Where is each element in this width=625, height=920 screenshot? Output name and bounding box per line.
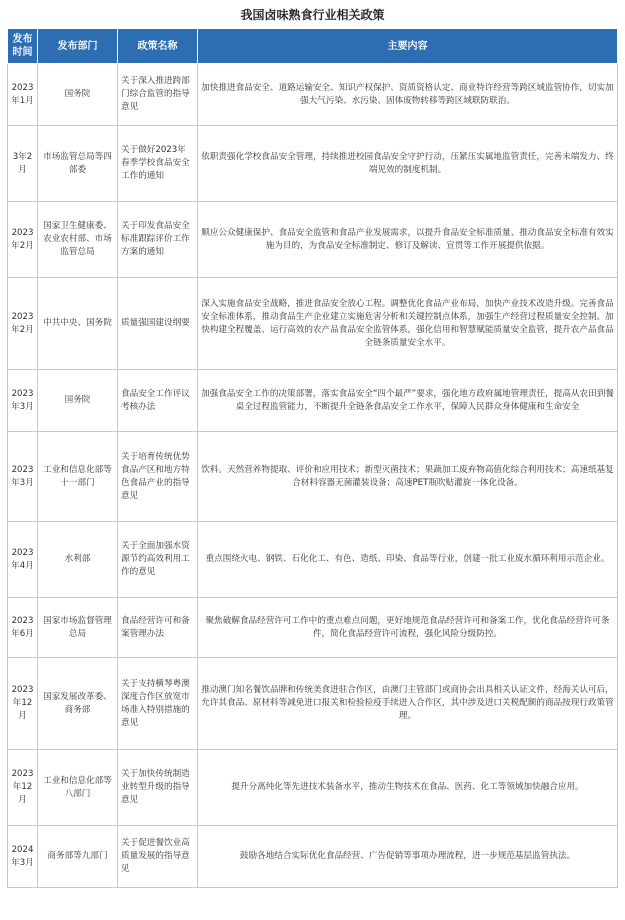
cell-time: 3年2月 (8, 126, 38, 202)
cell-content: 加强食品安全工作的决策部署，落实食品安全“四个最严”要求，强化地方政府属地管理责任，提高从农田到餐桌全过程监管能力，不断提升全链条食品安全工作水平，保障人民群众身体健康和生命安全 (198, 370, 618, 432)
cell-dept: 水利部 (38, 522, 118, 598)
cell-dept: 国务院 (38, 370, 118, 432)
table-header-row (8, 29, 618, 64)
cell-time: 2023年1月 (8, 64, 38, 126)
cell-content: 依职责强化学校食品安全管理，持续推进校园食品安全守护行动，压紧压实属地监管责任，完善未端发力、终端见效的制度机制。 (198, 126, 618, 202)
header-name: 政策名称 (118, 29, 198, 64)
cell-content: 推动澳门知名餐饮品牌和传统美食进驻合作区，由澳门主管部门或商协会出具相关认证文件，经海关认可后，允许其食品、原材料等减免进口报关和检验检疫手续进入合作区，其中涉及进口关税配额的商品按现行政策管理。 (198, 658, 618, 750)
cell-time: 2023年3月 (8, 432, 38, 522)
cell-time: 2023年2月 (8, 278, 38, 370)
table-row (8, 598, 618, 658)
cell-policy-name: 食品安全工作评议考核办法 (118, 370, 198, 432)
cell-dept: 商务部等九部门 (38, 826, 118, 888)
cell-policy-name: 食品经营许可和备案管理办法 (118, 598, 198, 658)
cell-dept: 市场监管总局等四部委 (38, 126, 118, 202)
cell-content: 顺应公众健康保护、食品安全监管和食品产业发展需求，以提升食品安全标准质量、推动食品安全标准有效实施为目的，为食品安全标准制定、修订及解读、宣贯等工作开展提供依据。 (198, 202, 618, 278)
cell-dept: 国家市场监督管理总局 (38, 598, 118, 658)
cell-policy-name: 关于促进餐饮业高质量发展的指导意见 (118, 826, 198, 888)
cell-policy-name: 关于深入推进跨部门综合监管的指导意见 (118, 64, 198, 126)
cell-time: 2024年3月 (8, 826, 38, 888)
cell-time: 2023年3月 (8, 370, 38, 432)
header-content: 主要内容 (198, 29, 618, 64)
table-row (8, 202, 618, 278)
cell-policy-name: 关于做好2023年春季学校食品安全工作的通知 (118, 126, 198, 202)
cell-time: 2023年6月 (8, 598, 38, 658)
table-row (8, 370, 618, 432)
cell-time: 2023年12月 (8, 658, 38, 750)
cell-content: 重点围绕火电、钢铁、石化化工、有色、造纸、印染、食品等行业，创建一批工业废水循环利用示范企业。 (198, 522, 618, 598)
table-row (8, 750, 618, 826)
cell-policy-name: 质量强国建设纲要 (118, 278, 198, 370)
cell-content: 加快推进食品安全、道路运输安全、知识产权保护、资质资格认定、商业特许经营等跨区域监管协作，切实加强大气污染、水污染、固体废物转移等跨区域联防联治。 (198, 64, 618, 126)
page-title: 我国卤味熟食行业相关政策 (240, 8, 385, 22)
table-row (8, 64, 618, 126)
cell-content: 提升分离纯化等先进技术装备水平，推动生物技术在食品、医药、化工等领域加快融合应用。 (198, 750, 618, 826)
header-dept: 发布部门 (38, 29, 118, 64)
cell-dept: 工业和信息化部等八部门 (38, 750, 118, 826)
cell-content: 鼓励各地结合实际优化食品经营、广告促销等事项办理流程，进一步规范基层监管执法。 (198, 826, 618, 888)
table-row (8, 522, 618, 598)
cell-content: 聚焦破解食品经营许可工作中的重点难点问题，更好地规范食品经营许可和备案工作，优化食品经营许可条件，简化食品经营许可流程，强化风险分级防控。 (198, 598, 618, 658)
cell-policy-name: 关于印发食品安全标准跟踪评价工作方案的通知 (118, 202, 198, 278)
table-row (8, 432, 618, 522)
cell-policy-name: 关于加快传统制造业转型升级的指导意见 (118, 750, 198, 826)
cell-time: 2023年4月 (8, 522, 38, 598)
cell-content: 深入实施食品安全战略，推进食品安全放心工程。调整优化食品产业布局，加快产业技术改造升级。完善食品安全标准体系，推动食品生产企业建立实施危害分析和关键控制点体系，加强生产经营过程质量安全控制。加快构建全程覆盖、运行高效的农产品食品安全监管体系，强化信用和智慧赋能质量安全监管，提升农产品食品全链条质量安全水平。 (198, 278, 618, 370)
cell-dept: 工业和信息化部等十一部门 (38, 432, 118, 522)
cell-policy-name: 关于全面加强水资源节约高效利用工作的意见 (118, 522, 198, 598)
table-row (8, 126, 618, 202)
table-row (8, 278, 618, 370)
cell-time: 2023年12月 (8, 750, 38, 826)
cell-dept: 国家发展改革委、商务部 (38, 658, 118, 750)
table-row (8, 658, 618, 750)
cell-policy-name: 关于培育传统优势食品产区和地方特色食品产业的指导意见 (118, 432, 198, 522)
cell-dept: 中共中央、国务院 (38, 278, 118, 370)
cell-time: 2023年2月 (8, 202, 38, 278)
cell-dept: 国家卫生健康委、农业农村部、市场监管总局 (38, 202, 118, 278)
table-row (8, 826, 618, 888)
cell-dept: 国务院 (38, 64, 118, 126)
cell-content: 饮料。天然营养物提取、评价和应用技术；新型灭菌技术；果蔬加工废弃物高值化综合利用技术；高速纸基复合材料容器无菌灌装设备；高速PET瓶吹贴灌旋一体化设备。 (198, 432, 618, 522)
cell-policy-name: 关于支持横琴粤澳深度合作区放宽市场准入特别措施的意见 (118, 658, 198, 750)
header-time: 发布时间 (8, 29, 38, 64)
policy-table (7, 28, 618, 888)
